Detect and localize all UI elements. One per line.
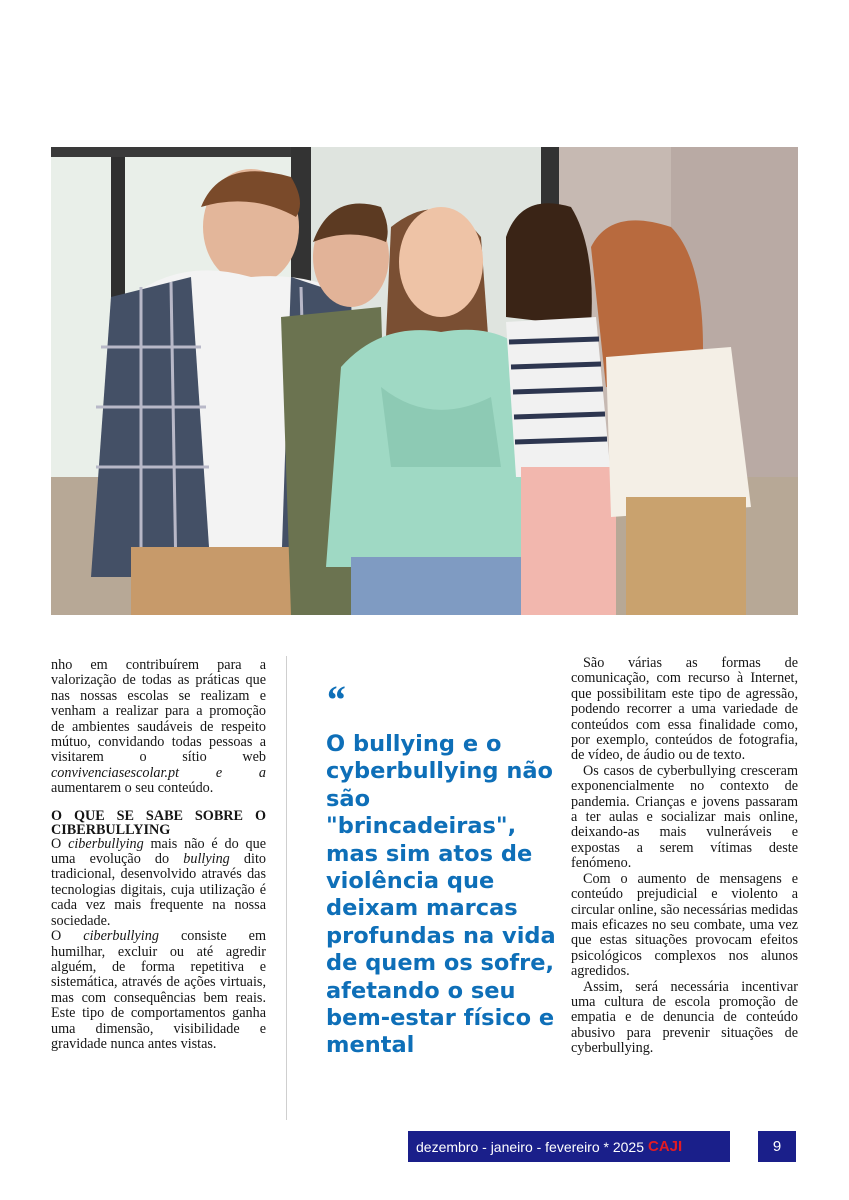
left-paragraph-1: nho em contribuírem para a valorização de todas as práticas que nas nossas escolas se realizam e venham a realizar para a promoção de ambientes saudáveis de respeito mútuo, convidando todas pessoas a visitarem o sítio web convivenciasescolar.pt e a aumentarem o seu conteúdo. [51,657,266,797]
quote-mark-icon: “ [325,677,345,722]
brand-name: CAJI [648,1138,683,1155]
page-number: 9 [758,1131,796,1162]
right-paragraph-4: Assim, será necessária incentivar uma cultura de escola promoção de empatia e de denuncia de conteúdo abusivo para prevenir situações de cyberbullying. [571,978,798,1057]
right-paragraph-3: Com o aumento de mensagens e conteúdo prejudicial e violento a circular online, são necessárias medidas mais eficazes no seu combate, uma vez que estas situações provocam efeitos psicológicos complexos nos alunos agredidos. [571,870,798,980]
right-paragraph-2: Os casos de cyberbullying cresceram exponencialmente no contexto de pandemia. Crianças e jovens passaram a ter aulas e socializar mais online, deixando-as mais vulneráveis e expostas a serem vítimas deste fenómeno. [571,762,798,872]
issue-date: dezembro - janeiro - fevereiro * 2025 [416,1138,645,1155]
left-paragraph-2: O ciberbullying mais não é do que uma evolução do bullying dito tradicional, desenvolvido através das tecnologias digitais, cuja utilização é cada vez mais frequente na nossa sociedade. [51,835,267,929]
column-divider [286,656,287,1120]
website-link[interactable]: convivenciasescolar.pt e a [51,764,266,781]
right-column [571,656,798,1057]
section-heading: O QUE SE SABE SOBRE O CIBERBULLYING [51,807,266,838]
left-column [51,658,266,1052]
photo-teen-bullying-icon [51,147,798,615]
left-paragraph-3: O ciberbullying consiste em humilhar, excluir ou até agredir alguém, de forma repetitiva e sistemática, através de ações virtuais, mas com consequências bem reais. Este tipo de comportamentos ganha uma dimensão, visibilidade e gravidade nunca antes vistas. [51,928,266,1052]
pull-quote: O bullying e o cyberbullying não são "brincadeiras", mas sim atos de violência que deixam marcas profundas na vida de quem os sofre, afetando o seu bem-estar físico e mental [326,731,556,1059]
right-paragraph-1: São várias as formas de comunicação, com recurso à Internet, que possibilitam este tipo de agressão, podendo recorrer a uma variedade de conteúdos com essa finalidade como, por exemplo, conteúdos de fotografia, de vídeo, de áudio ou de texto. [571,655,798,764]
footer-issue-band [408,1131,730,1162]
article-photo [51,147,798,615]
